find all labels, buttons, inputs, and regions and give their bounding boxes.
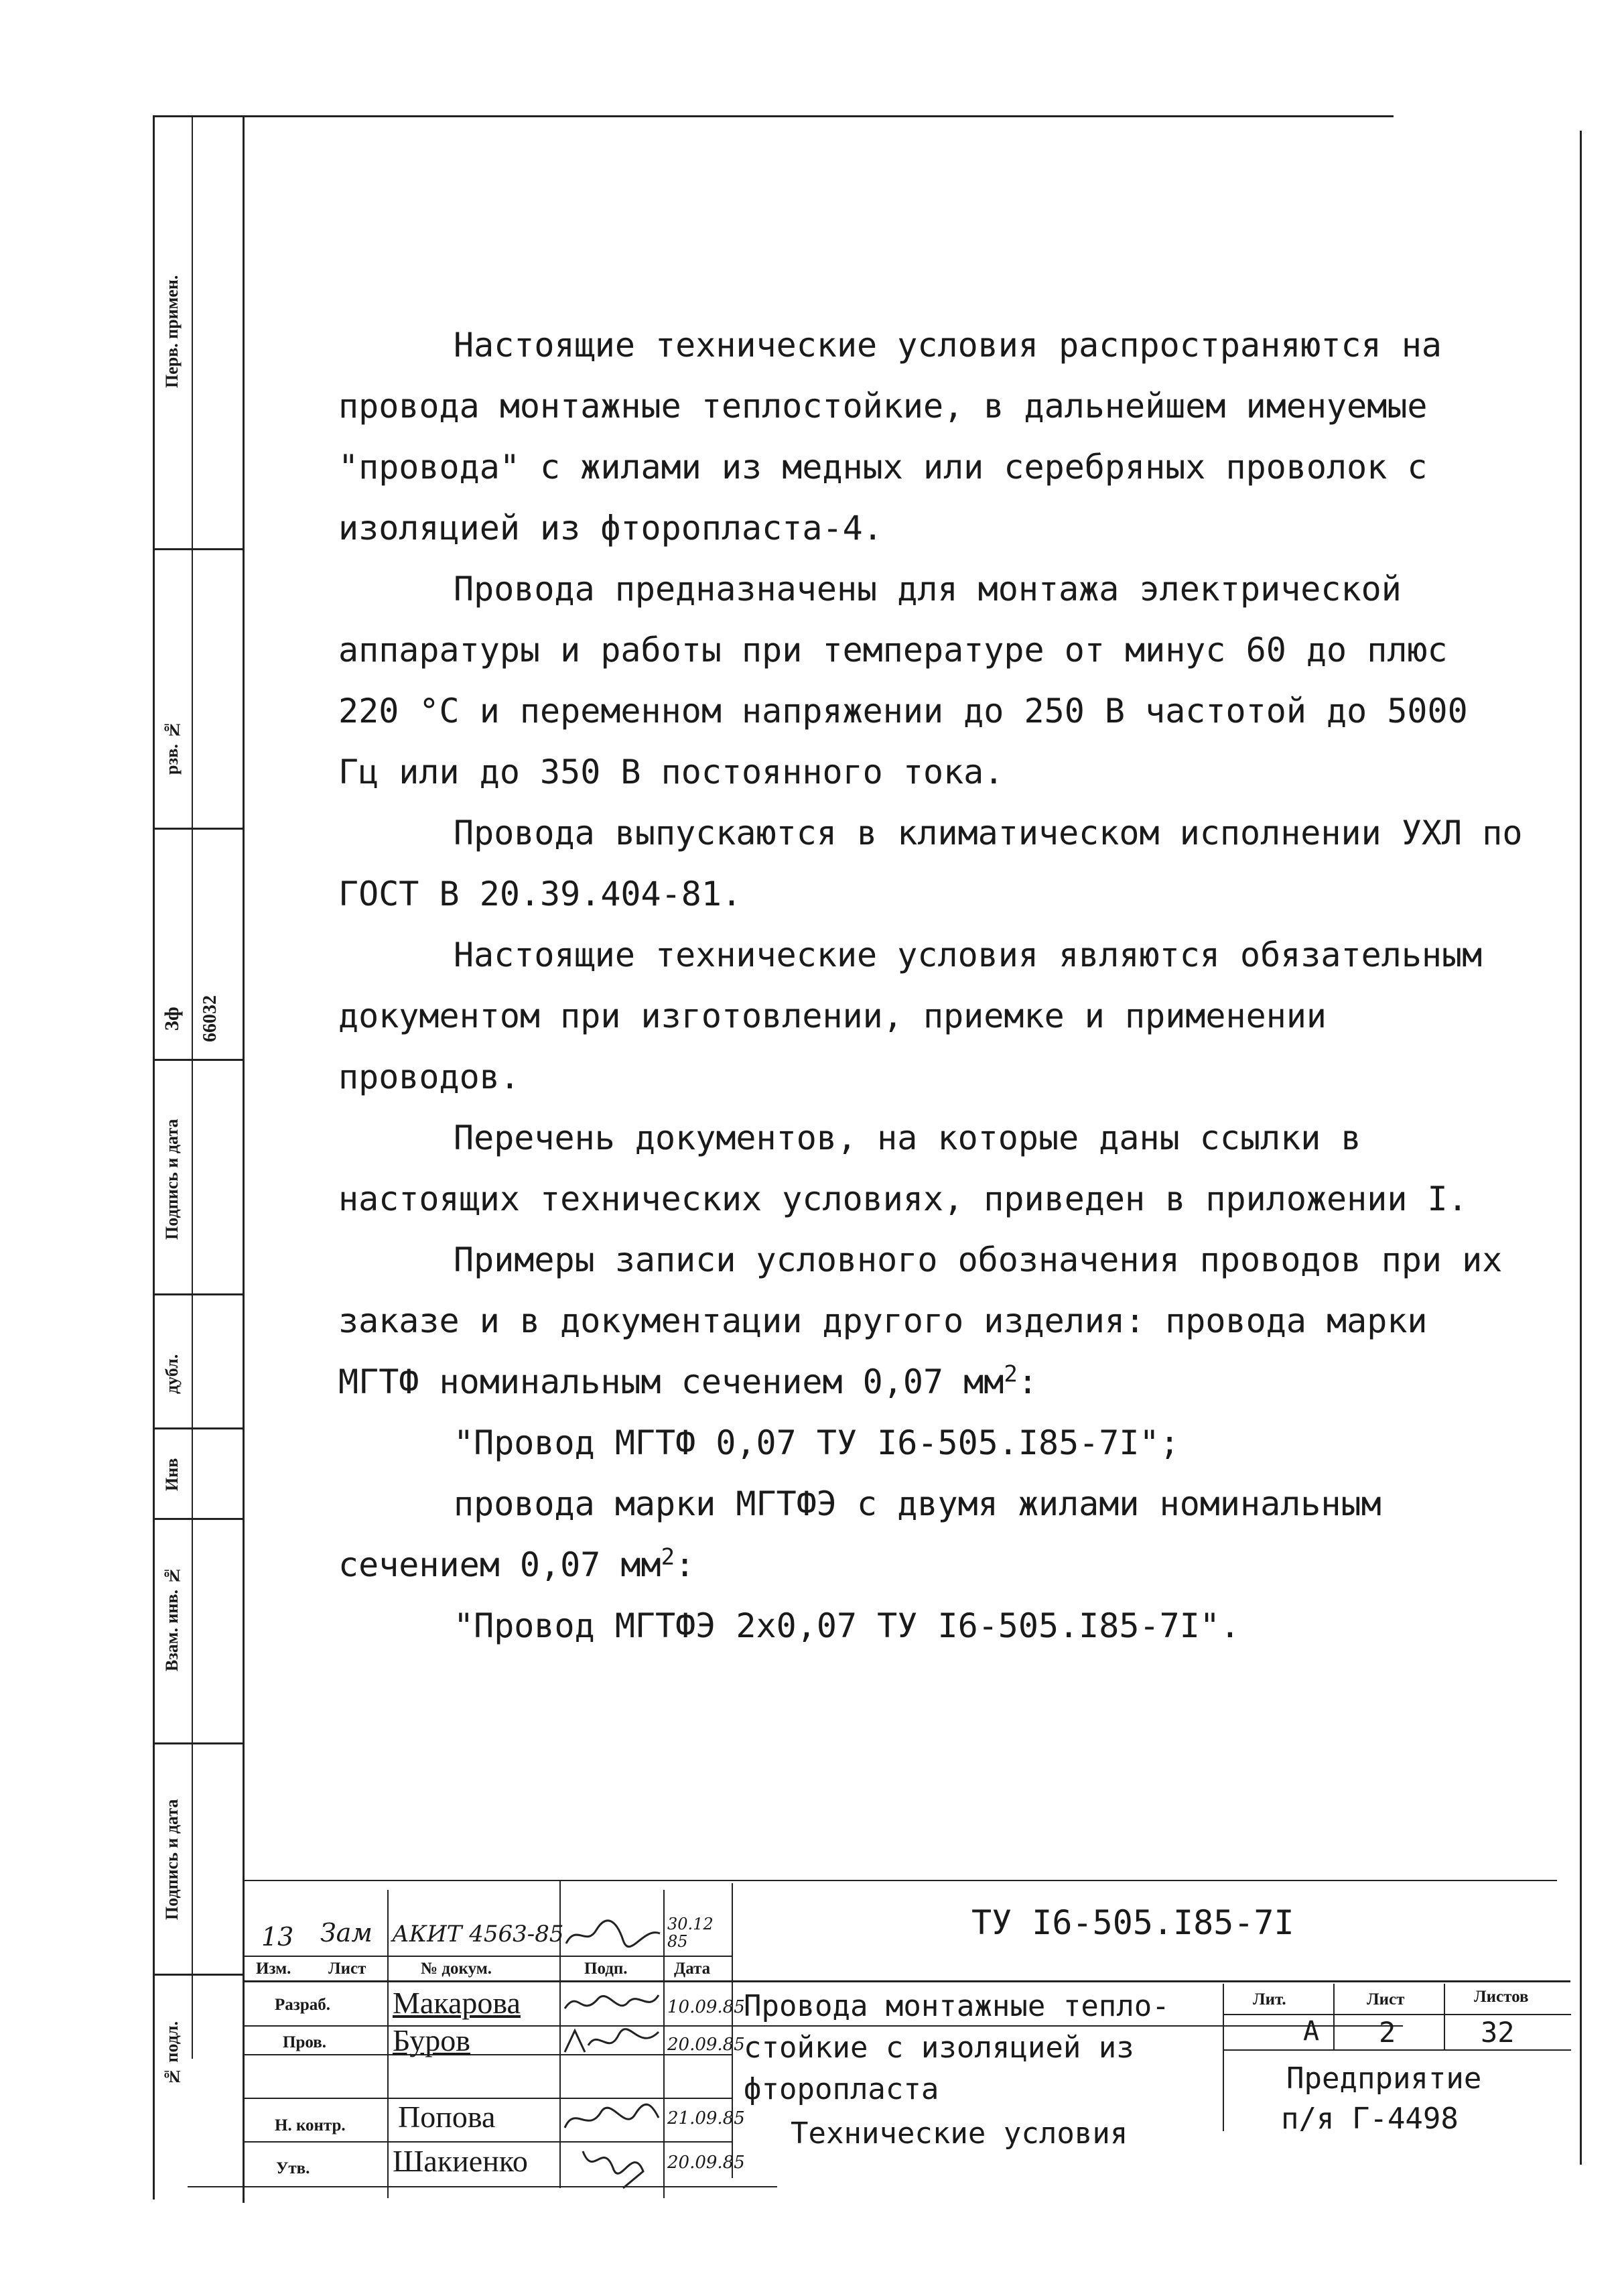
colon: : — [1017, 1362, 1038, 1401]
side-label-stamp-code-1: 3ф — [161, 1007, 183, 1031]
signature-nkontr — [561, 2098, 662, 2138]
change-number: 13 — [261, 1922, 294, 1952]
superscript-2: 2 — [1004, 1360, 1018, 1388]
role-nkontr: Н. контр. — [275, 2116, 346, 2134]
document-code: ТУ I6-505.I85-7I — [971, 1903, 1294, 1942]
tb-vline — [387, 1890, 389, 2198]
header-list: Лист — [328, 1960, 366, 1978]
side-sep — [154, 1293, 244, 1295]
header-date: Дата — [674, 1960, 711, 1978]
tb-vline — [1333, 1984, 1335, 2051]
side-sep — [154, 1974, 244, 1976]
header-signature: Подп. — [584, 1960, 628, 1978]
paragraph-references: Перечень документов, на которые даны ссылки в настоящих технических условиях, приведен в приложении I. — [338, 1119, 1468, 1218]
side-label-dubl: дубл. — [162, 1354, 182, 1394]
side-label-sprav-no: рзв. № — [162, 720, 182, 775]
example-designation-1: "Провод МГТФ 0,07 ТУ I6-505.I85-7I"; — [454, 1423, 1180, 1462]
paragraph-climate: Провода выпускаются в климатическом исполнении УХЛ по ГОСТ В 20.39.404-81. — [338, 814, 1523, 913]
date-nkontr: 21.09.85 — [667, 2108, 745, 2128]
name-prov: Буров — [393, 2023, 470, 2057]
doc-name-line-2: стойкие с изоляцией из — [744, 2031, 1134, 2065]
frame-left-mid-line — [192, 115, 193, 2059]
header-sheets: Листов — [1474, 1988, 1529, 2006]
side-label-vzam-inv: Взам. инв. № — [162, 1566, 182, 1671]
date-prov: 20.09.85 — [667, 2035, 745, 2055]
name-razrab: Макарова — [393, 1986, 521, 2020]
date-utv: 20.09.85 — [667, 2153, 745, 2173]
sheets-value: 32 — [1481, 2016, 1515, 2049]
change-document: АКИТ 4563-85 — [392, 1921, 564, 1948]
colon: : — [675, 1545, 695, 1584]
doc-name-line-4: Технические условия — [791, 2116, 1128, 2151]
tb-vline — [663, 1890, 665, 2198]
frame-right-line — [1580, 131, 1582, 2165]
tb-line — [244, 2141, 733, 2143]
organization-line-2: п/я Г-4498 — [1281, 2102, 1459, 2136]
frame-top-line — [154, 115, 1394, 117]
name-nkontr: Попова — [398, 2100, 496, 2134]
tb-vline — [732, 1883, 733, 2178]
paragraph-scope: Настоящие технические условия распространяются на провода монтажные теплостойкие, в дальнейшем именуемые "провода" с жилами из медных или серебряных проволок с изоляцией из фторопласта-4. — [338, 326, 1442, 548]
role-prov: Пров. — [283, 2033, 326, 2051]
paragraph-examples — [338, 1230, 1524, 1413]
signature-prov — [561, 2025, 662, 2059]
change-date: 30.12 85 — [667, 1915, 714, 1951]
tb-line — [1223, 2049, 1571, 2051]
role-utv: Утв. — [276, 2159, 310, 2177]
change-signature — [563, 1917, 663, 1954]
organization-line-1: Предприятие — [1286, 2061, 1482, 2096]
signature-razrab — [561, 1985, 662, 2022]
header-doc-no: № докум. — [421, 1960, 492, 1978]
side-sep — [154, 1059, 244, 1061]
doc-name-line-3: фторопласта — [744, 2072, 939, 2106]
paragraph-example-2 — [338, 1474, 1524, 1596]
paragraph-examples-text: Примеры записи условного обозначения проводов при их заказе и в документации другого изделия: провода марки МГТФ номинальным сечением 0,07 мм — [338, 1240, 1503, 1401]
lit-value: А — [1303, 2016, 1320, 2047]
header-sheet: Лист — [1367, 1990, 1405, 2008]
document-body — [338, 315, 1524, 1657]
tb-vline — [1223, 1984, 1224, 2131]
tb-line — [244, 1980, 1570, 1982]
side-sep — [154, 1427, 244, 1429]
tb-line — [188, 2186, 777, 2187]
side-label-podpis-data-1: Подпись и дата — [162, 1119, 182, 1240]
paragraph-purpose: Провода предназначены для монтажа электрической аппаратуры и работы при температуре от минус 60 до плюс 220 °С и переменном напряжении до 250 В частотой до 5000 Гц или до 350 В постоянного тока. — [338, 570, 1468, 791]
sheet-value: 2 — [1379, 2016, 1396, 2049]
side-sep — [154, 1518, 244, 1520]
name-utv: Шакиенко — [393, 2144, 528, 2178]
paragraph-mandatory: Настоящие технические условия являются обязательным документом при изготовлении, приемке и применении проводов. — [338, 936, 1483, 1096]
side-label-inv-no-podl: № подл. — [162, 2021, 182, 2087]
change-type: Зам — [320, 1918, 373, 1948]
side-label-inv-podl: Инв — [162, 1458, 182, 1491]
tb-line — [244, 1956, 732, 1957]
example-designation-2: "Провод МГТФЭ 2х0,07 ТУ I6-505.I85-7I". — [454, 1606, 1240, 1645]
side-label-perv-primen: Перв. примен. — [162, 275, 182, 389]
doc-name-line-1: Провода монтажные тепло- — [744, 1989, 1170, 2023]
date-razrab: 10.09.85 — [667, 1997, 745, 2017]
side-sep — [154, 828, 244, 830]
header-lit: Лит. — [1253, 1990, 1286, 2008]
paragraph-example-2-text: провода марки МГТФЭ с двумя жилами номинальным сечением 0,07 мм — [338, 1484, 1381, 1584]
side-sep — [154, 548, 244, 550]
tb-vline — [1444, 1984, 1445, 2051]
signature-utv — [576, 2138, 657, 2191]
tb-line — [1223, 2014, 1571, 2015]
frame-left-outer-line — [153, 115, 155, 2199]
tb-line — [244, 1880, 1557, 1881]
role-razrab: Разраб. — [275, 1996, 330, 2014]
superscript-2: 2 — [661, 1543, 675, 1571]
header-izm: Изм. — [256, 1960, 291, 1978]
side-label-podpis-data-2: Подпись и дата — [162, 1799, 182, 1921]
frame-left-inner-line — [243, 115, 245, 2203]
side-label-stamp-code-2: 66032 — [200, 995, 220, 1042]
side-sep — [154, 1742, 244, 1744]
